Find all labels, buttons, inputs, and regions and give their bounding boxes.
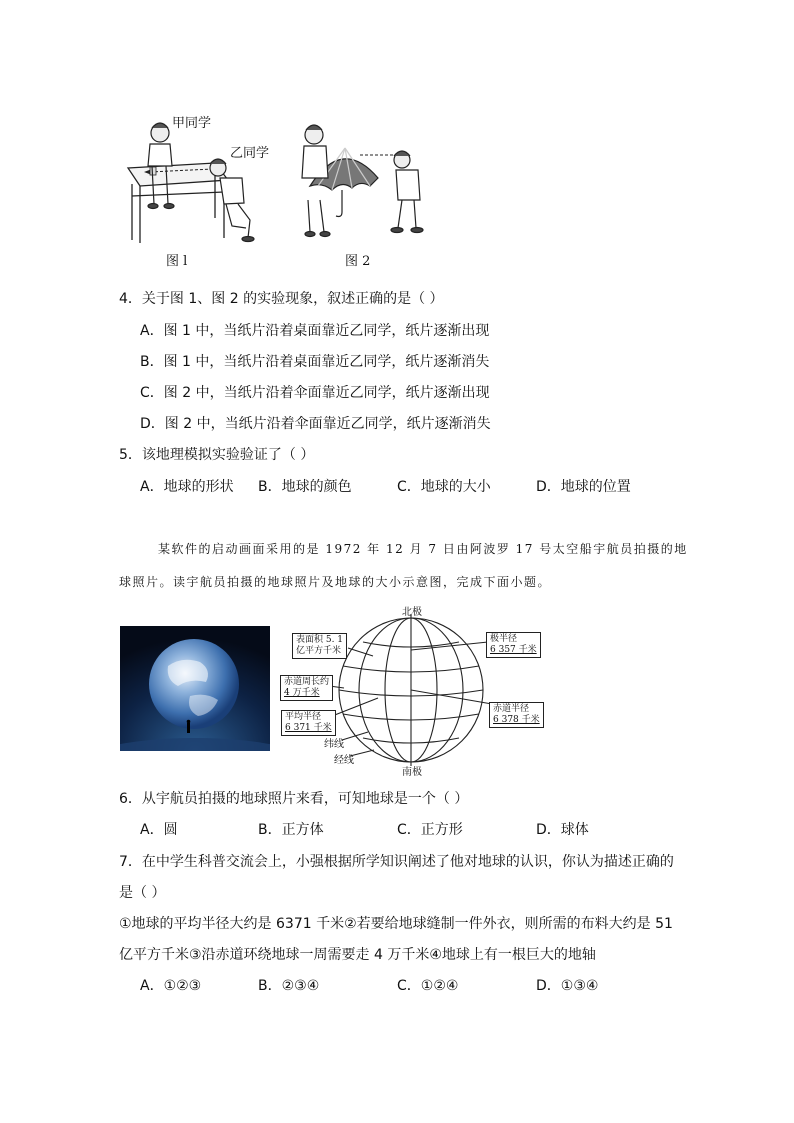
question-7-option-d[interactable]: D．①③④ <box>536 978 599 994</box>
question-4-option-a[interactable]: A．图 1 中，当纸片沿着桌面靠近乙同学，纸片逐渐出现 <box>140 323 490 339</box>
equator-radius-box <box>489 702 544 728</box>
question-5-option-d[interactable]: D．地球的位置 <box>536 479 631 495</box>
mean-radius-box <box>281 710 336 736</box>
experiment-illustration <box>120 108 440 273</box>
question-4-option-d[interactable]: D．图 2 中，当纸片沿着伞面靠近乙同学，纸片逐渐消失 <box>140 416 491 432</box>
earth-photo <box>120 626 270 751</box>
question-7-option-c[interactable]: C．①②④ <box>397 978 459 994</box>
question-7-stem-line-1: 7．在中学生科普交流会上，小强根据所学知识阐述了他对地球的认识，你认为描述正确的 <box>119 854 674 870</box>
globe-south-pole: 南极 <box>402 767 422 778</box>
question-5-option-b[interactable]: B．地球的颜色 <box>258 479 352 495</box>
mean-radius-line-1: 平均半径 <box>285 712 322 722</box>
passage-line-2: 球照片。读宇航员拍摄的地球照片及地球的大小示意图，完成下面小题。 <box>119 575 552 589</box>
passage-line-1: 某软件的启动画面采用的是 1972 年 12 月 7 日由阿波罗 17 号太空船宇航员拍摄的地 <box>158 542 688 556</box>
question-7-statements-line-2: 亿平方千米③沿赤道环绕地球一周需要走 4 万千米④地球上有一根巨大的地轴 <box>119 947 596 963</box>
question-4-option-b[interactable]: B．图 1 中，当纸片沿着桌面靠近乙同学，纸片逐渐消失 <box>140 354 490 370</box>
question-4-option-c[interactable]: C．图 2 中，当纸片沿着伞面靠近乙同学，纸片逐渐出现 <box>140 385 490 401</box>
polar-radius-line-1: 极半径 <box>490 634 518 644</box>
surface-area-line-2: 亿平方千米 <box>296 646 342 656</box>
polar-radius-line-2: 6 357 千米 <box>490 645 537 655</box>
equator-length-box <box>280 675 333 701</box>
question-7-option-a[interactable]: A．①②③ <box>140 978 202 994</box>
question-5-option-a[interactable]: A．地球的形状 <box>140 479 234 495</box>
question-6-option-b[interactable]: B．正方体 <box>258 822 324 838</box>
earth-photo-image <box>120 626 270 751</box>
surface-area-box <box>292 633 347 659</box>
label-jia: 甲同学 <box>172 116 212 131</box>
question-5-option-c[interactable]: C．地球的大小 <box>397 479 491 495</box>
globe-north-pole: 北极 <box>402 607 422 618</box>
question-5-stem: 5．该地理模拟实验验证了（ ） <box>119 447 315 463</box>
equator-length-line-2: 4 万千米 <box>284 688 320 698</box>
question-7-statements-line-1: ①地球的平均半径大约是 6371 千米②若要给地球缝制一件外衣，则所需的布料大约是 51 <box>119 916 673 932</box>
globe-longitude-label: 经线 <box>334 755 354 766</box>
surface-area-line-1: 表面积 5. 1 <box>296 635 344 645</box>
equator-radius-line-2: 6 378 千米 <box>493 715 540 725</box>
question-6-option-c[interactable]: C．正方形 <box>397 822 463 838</box>
mean-radius-line-2: 6 371 千米 <box>285 723 332 733</box>
question-6-option-a[interactable]: A．圆 <box>140 822 178 838</box>
equator-radius-line-1: 赤道半径 <box>493 704 530 714</box>
caption-fig2: 图 2 <box>345 254 371 269</box>
question-6-stem: 6．从宇航员拍摄的地球照片来看，可知地球是一个（ ） <box>119 791 469 807</box>
question-4-stem: 4．关于图 1、图 2 的实验现象，叙述正确的是（ ） <box>119 291 444 307</box>
question-7-stem-line-2: 是（ ） <box>119 885 166 901</box>
experiment-figure <box>120 108 440 273</box>
question-6-option-d[interactable]: D．球体 <box>536 822 589 838</box>
label-yi: 乙同学 <box>230 146 270 161</box>
polar-radius-box <box>486 632 541 658</box>
question-7-option-b[interactable]: B．②③④ <box>258 978 320 994</box>
caption-fig1: 图 l <box>166 254 188 269</box>
globe-latitude-label: 纬线 <box>324 739 344 750</box>
equator-length-line-1: 赤道周长约 <box>284 677 330 687</box>
